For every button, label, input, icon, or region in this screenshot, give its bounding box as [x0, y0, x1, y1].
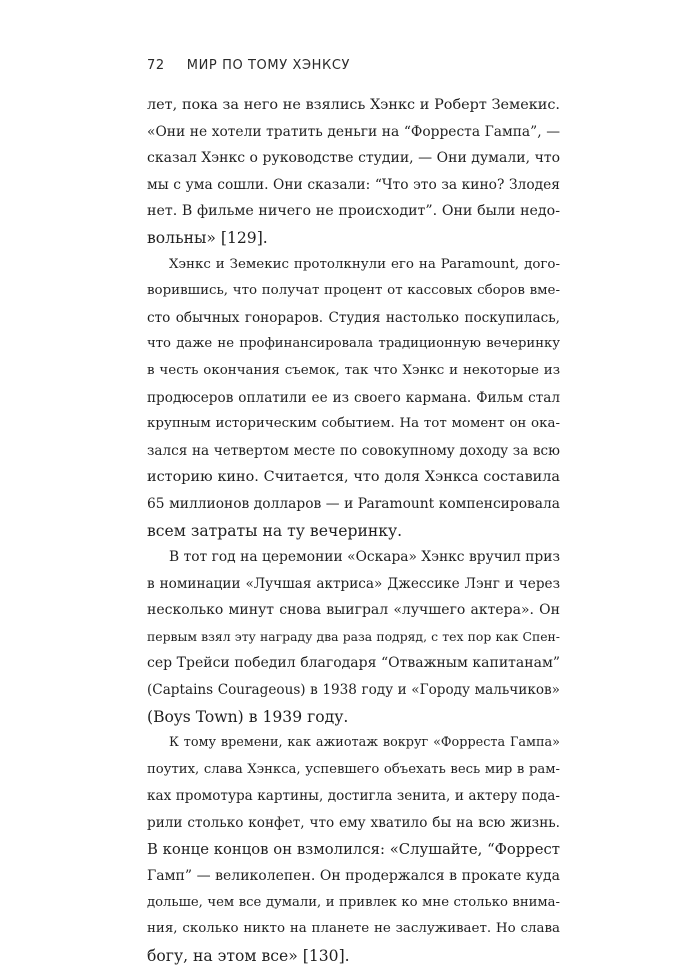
text-line: вольны» [129].: [147, 228, 268, 247]
text-line: Хэнкс и Земекис протолкнули его на Paramount, дого-: [169, 256, 560, 272]
body-text: [147, 92, 560, 970]
text-line: в номинации «Лучшая актриса» Джессике Лэнг и через: [147, 575, 560, 592]
text-line: В конце концов он взмолился: «Слушайте, “Форрест: [147, 840, 560, 858]
text-line: сто обычных гонораров. Студия настолько поскупилась,: [147, 309, 560, 326]
text-line: крупным историческим событием. На тот момент он ока-: [147, 416, 560, 432]
text-line: в честь окончания съемок, так что Хэнкс и некоторые из: [147, 362, 560, 378]
text-line: несколько минут снова выиграл «лучшего актера». Он: [147, 602, 560, 619]
text-line: продюсеров оплатили ее из своего кармана. Фильм стал: [147, 389, 560, 406]
text-line: сер Трейси победил благодаря “Отважным капитанам”: [147, 655, 560, 672]
running-title: МИР ПО ТОМУ ХЭНКСУ: [186, 58, 351, 73]
text-line: нет. В фильме ничего не происходит”. Они были недо-: [147, 203, 560, 220]
text-line: В тот год на церемонии «Оскара» Хэнкс вручил приз: [169, 549, 560, 566]
text-line: ворившись, что получат процент от кассовых сборов вме-: [147, 283, 560, 299]
text-line: Гамп” — великолепен. Он продержался в прокате куда: [147, 868, 560, 885]
text-line: богу, на этом все» [130].: [147, 947, 350, 965]
text-line: поутих, слава Хэнкса, успевшего объехать весь мир в рам-: [147, 761, 560, 777]
page-number: 72: [147, 58, 165, 73]
text-line: всем затраты на ту вечеринку.: [147, 521, 403, 540]
text-line: «Они не хотели тратить деньги на “Форреста Гампа”, —: [147, 123, 560, 140]
running-header: [147, 58, 350, 73]
text-line: ках промотура картины, достигла зенита, и актеру пода-: [147, 788, 560, 805]
text-line: мы с ума сошли. Они сказали: “Что это за кино? Злодея: [147, 176, 560, 193]
text-line: К тому времени, как ажиотаж вокруг «Форреста Гампа»: [169, 735, 560, 751]
text-line: сказал Хэнкс о руководстве студии, — Они думали, что: [147, 150, 560, 167]
text-line: зался на четвертом месте по совокупному доходу за всю: [147, 442, 560, 459]
text-line: (Captains Courageous) в 1938 году и «Городу мальчиков»: [147, 682, 560, 699]
text-line: историю кино. Считается, что доля Хэнкса составила: [147, 469, 560, 486]
text-line: рили столько конфет, что ему хватило бы на всю жизнь.: [147, 815, 560, 832]
text-line: лет, пока за него не взялись Хэнкс и Роберт Земекис.: [147, 97, 560, 113]
text-line: первым взял эту награду два раза подряд, с тех пор как Спен-: [147, 628, 560, 644]
text-line: что даже не профинансировала традиционную вечеринку: [147, 336, 560, 352]
text-line: дольше, чем все думали, и привлек ко мне столько внима-: [147, 894, 560, 910]
text-line: 65 миллионов долларов — и Paramount компенсировала: [147, 495, 560, 512]
text-line: (Boys Town) в 1939 году.: [147, 707, 349, 726]
text-line: ния, сколько никто на планете не заслуживает. Но слава: [147, 921, 560, 937]
